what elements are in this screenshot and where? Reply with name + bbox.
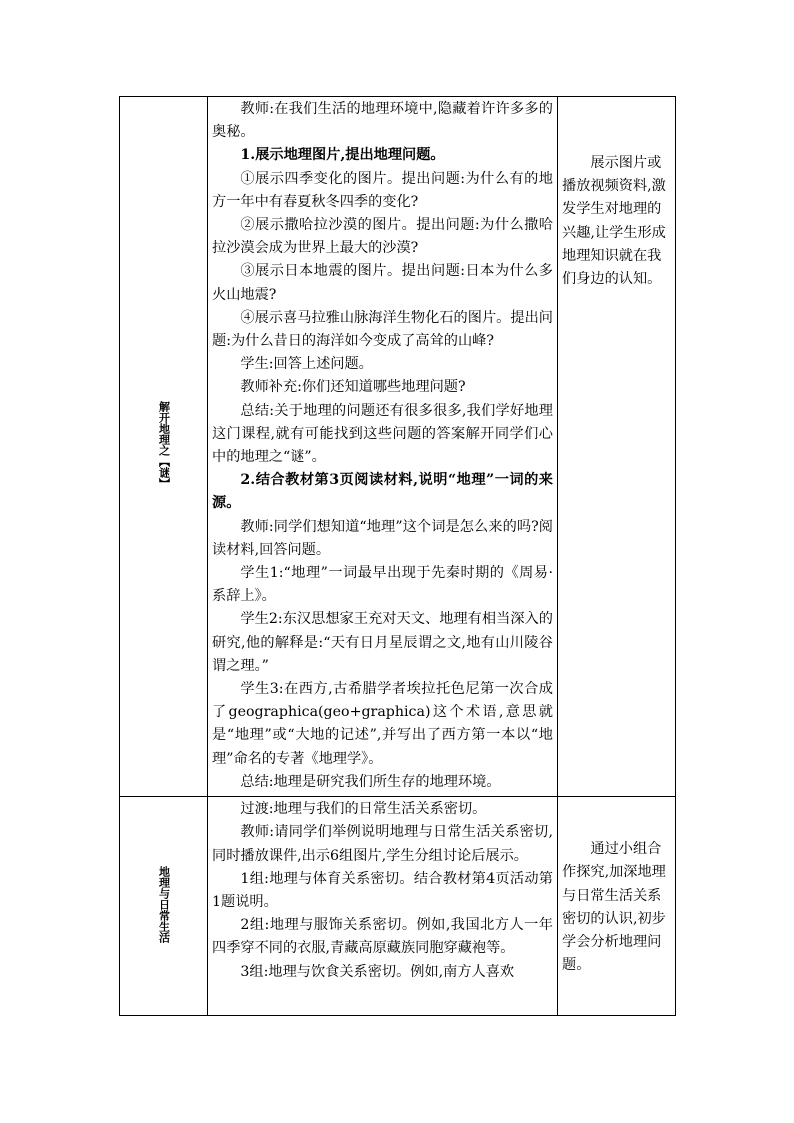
section-label-cell — [120, 97, 208, 797]
design-intent — [558, 97, 675, 291]
paragraph: 教师:同学们想知道“地理”这个词是怎么来的吗?阅读材料,回答问题。 — [212, 518, 553, 558]
activity-cell — [208, 97, 558, 797]
table-row — [120, 97, 676, 797]
design-intent-text: 展示图片或播放视频资料,激发学生对地理的兴趣,让学生形成地理知识就在我们身边的认知。 — [562, 155, 666, 288]
activity-content — [208, 797, 557, 986]
paragraph: 总结:关于地理的问题还有很多很多,我们学好地理这门课程,就有可能找到这些问题的答案解开同学们心中的地理之“谜”。 — [212, 402, 553, 466]
paragraph: 教师:请同学们举例说明地理与日常生活关系密切,同时播放课件,出示6组图片,学生分组讨论后展示。 — [212, 824, 553, 864]
paragraph: 总结:地理是研究我们所生存的地理环境。 — [240, 773, 501, 790]
paragraph: 1组:地理与体育关系密切。结合教材第4页活动第1题说明。 — [212, 870, 553, 910]
design-intent-cell — [558, 97, 676, 797]
paragraph: 过渡:地理与我们的日常生活关系密切。 — [240, 801, 487, 818]
activity-cell — [208, 797, 558, 1016]
paragraph: ④展示喜马拉雅山脉海洋生物化石的图片。提出问题:为什么昔日的海洋如今变成了高耸的山峰? — [212, 309, 553, 350]
design-intent-text: 通过小组合作探究,加深地理与日常生活关系密切的认识,初步学会分析地理问题。 — [562, 841, 666, 974]
section-heading: 2.结合教材第3页阅读材料,说明“地理”一词的来源。 — [212, 472, 553, 512]
activity-content — [208, 97, 557, 796]
paragraph: 3组:地理与饮食关系密切。例如,南方人喜欢 — [240, 963, 515, 980]
section-label: 解开地理之【谜】 — [157, 400, 171, 489]
design-intent — [558, 797, 675, 977]
paragraph: 教师补充:你们还知道哪些地理问题? — [240, 379, 466, 396]
paragraph: ②展示撒哈拉沙漠的图片。提出问题:为什么撒哈拉沙漠会成为世界上最大的沙漠? — [212, 217, 553, 257]
paragraph: 教师:在我们生活的地理环境中,隐藏着许许多多的奥秘。 — [212, 101, 553, 141]
lesson-plan-table — [119, 96, 676, 1016]
paragraph: 学生3:在西方,古希腊学者埃拉托色尼第一次合成了geographica(geo+graphica)这个术语,意思就是“地理”或“大地的记述”,并写出了西方第一本以“地理”命名的专著《地理学》。 — [212, 681, 553, 767]
table-row — [120, 797, 676, 1016]
design-intent-cell — [558, 797, 676, 1016]
paragraph: 学生:回答上述问题。 — [240, 356, 373, 373]
paragraph: 学生2:东汉思想家王充对天文、地理有相当深入的研究,他的解释是:“天有日月星辰谓之文,地有山川陵谷谓之理。” — [212, 611, 553, 674]
paragraph: ①展示四季变化的图片。提出问题:为什么有的地方一年中有春夏秋冬四季的变化? — [212, 170, 553, 210]
section-label: 地理与日常生活 — [157, 865, 171, 943]
paragraph: ③展示日本地震的图片。提出问题:日本为什么多火山地震? — [212, 263, 553, 303]
paragraph: 学生1:“地理”一词最早出现于先秦时期的《周易·系辞上》。 — [212, 565, 553, 605]
section-label-cell — [120, 797, 208, 1016]
paragraph: 2组:地理与服饰关系密切。例如,我国北方人一年四季穿不同的衣服,青藏高原藏族同胞穿藏袍等。 — [212, 917, 553, 957]
section-heading: 1.展示地理图片,提出地理问题。 — [240, 147, 445, 164]
